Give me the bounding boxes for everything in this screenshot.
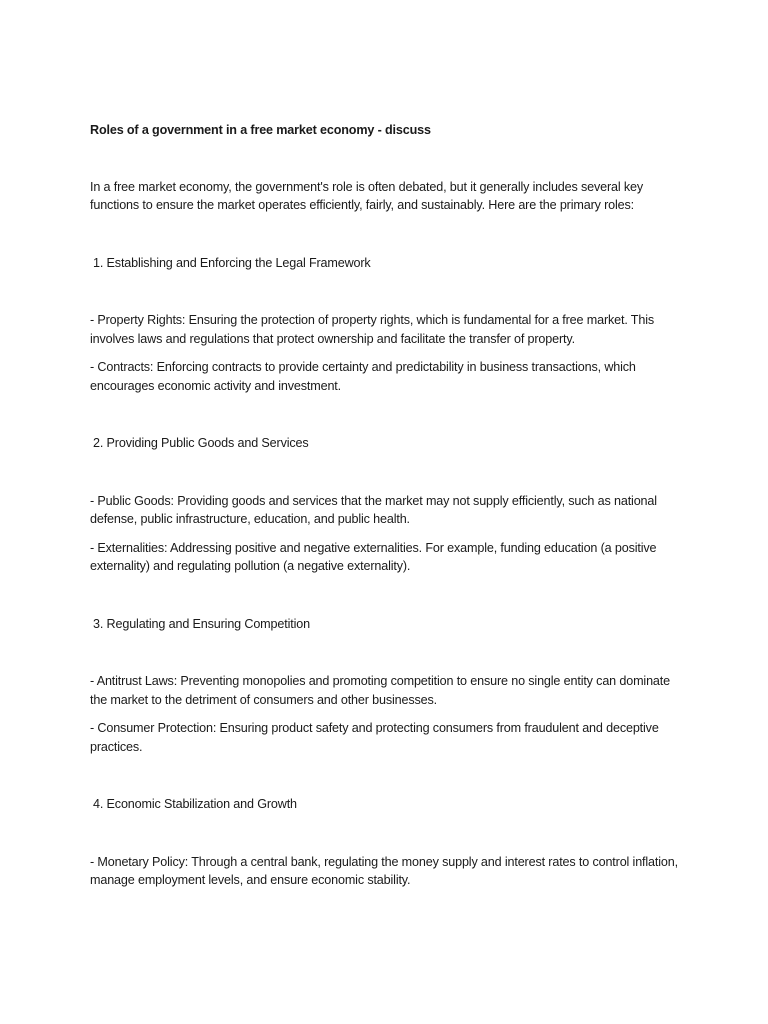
bullet-point: - Consumer Protection: Ensuring product safety and protecting consumers from fraudulent and deceptive practices.: [90, 721, 659, 754]
section-heading: 2. Providing Public Goods and Services: [93, 436, 309, 450]
section-heading: 4. Economic Stabilization and Growth: [93, 797, 297, 811]
bullet-point: - Property Rights: Ensuring the protection of property rights, which is fundamental for a free market. This involves laws and regulations that protect ownership and facilitate the transfer of property.: [90, 313, 654, 346]
bullet-point: - Public Goods: Providing goods and services that the market may not supply efficiently, such as national defense, public infrastructure, education, and public health.: [90, 493, 657, 526]
bullet-point: - Contracts: Enforcing contracts to provide certainty and predictability in business transactions, which encourages economic activity and investment.: [90, 360, 636, 393]
section-1: [90, 254, 688, 396]
section-4: [90, 795, 688, 890]
document-body: [90, 121, 688, 890]
section-heading: 1. Establishing and Enforcing the Legal Framework: [93, 255, 371, 270]
section-heading: 3. Regulating and Ensuring Competition: [93, 616, 310, 631]
bullet-point: - Externalities: Addressing positive and negative externalities. For example, funding education (a positive externality) and regulating pollution (a negative externality).: [90, 540, 657, 573]
section-2: [90, 434, 688, 576]
intro-paragraph: In a free market economy, the government's role is often debated, but it generally includes several key functions to ensure the market operates efficiently, fairly, and sustainably. Here are the primary roles:: [90, 179, 644, 212]
bullet-point: - Antitrust Laws: Preventing monopolies and promoting competition to ensure no single entity can dominate the market to the detriment of consumers and other businesses.: [90, 674, 670, 707]
document-title: Roles of a government in a free market economy - discuss: [90, 123, 431, 137]
bullet-point: - Monetary Policy: Through a central bank, regulating the money supply and interest rates to control inflation, manage employment levels, and ensure economic stability.: [90, 854, 678, 887]
section-3: [90, 615, 688, 757]
